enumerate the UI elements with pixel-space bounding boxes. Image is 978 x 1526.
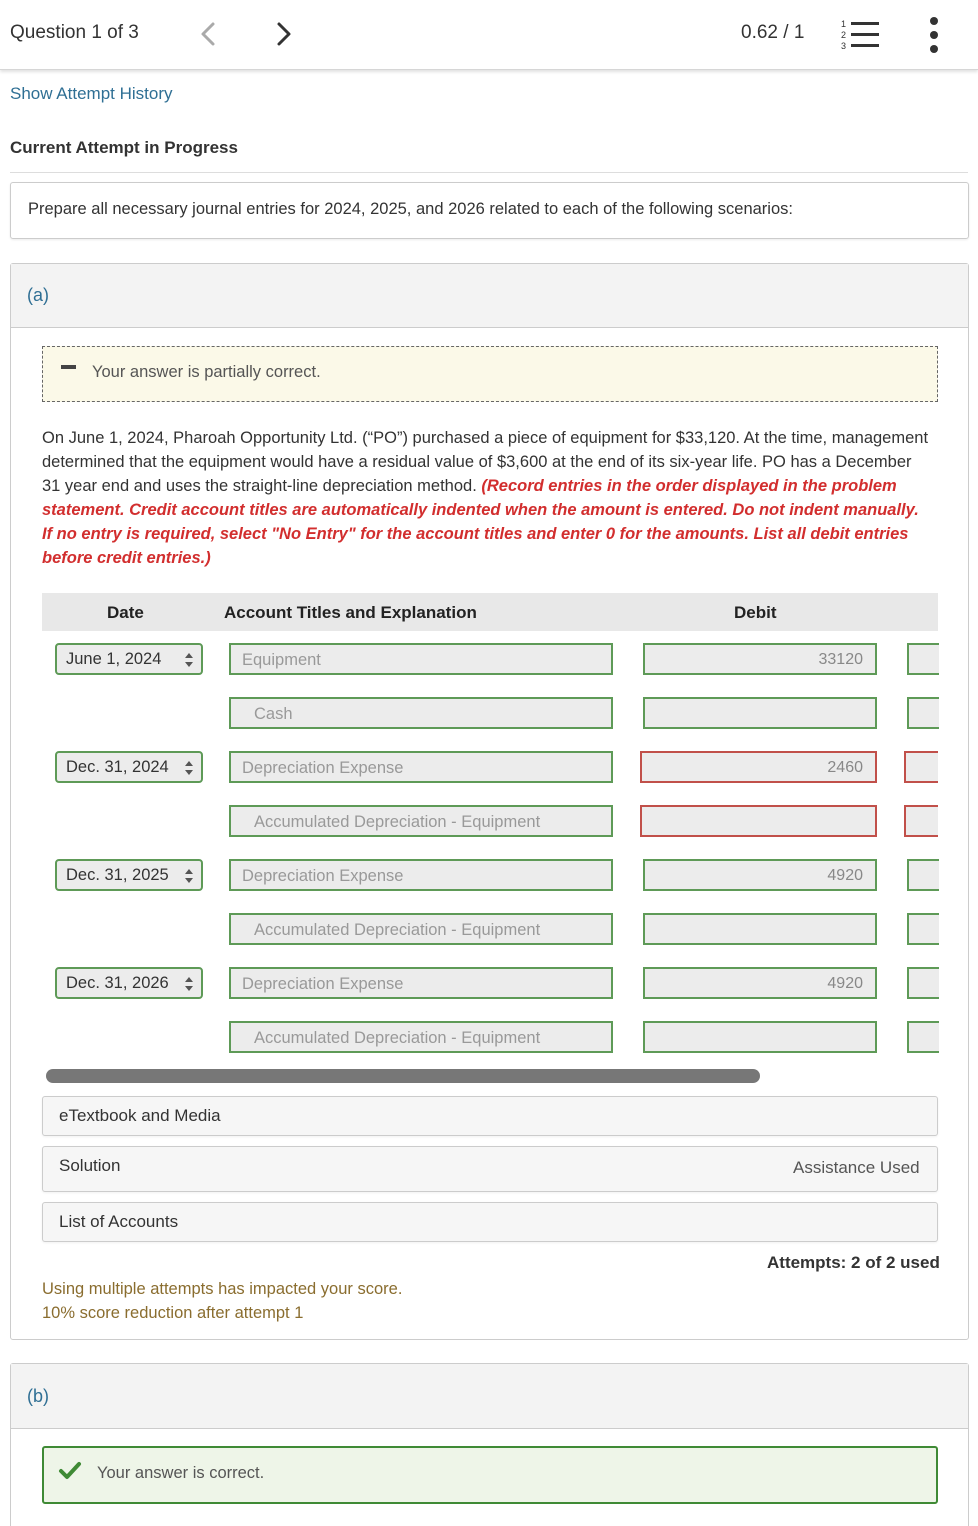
- credit-amount-field[interactable]: [907, 643, 939, 675]
- date-select-value: June 1, 2024: [66, 650, 162, 668]
- list-of-accounts-link[interactable]: List of Accounts: [59, 1212, 179, 1231]
- credit-amount-field-error[interactable]: [904, 805, 938, 837]
- part-a-label: (a): [27, 285, 49, 305]
- more-vertical-icon[interactable]: [924, 14, 944, 56]
- select-arrows-icon: [184, 652, 194, 668]
- problem-text: On June 1, 2024, Pharoah Opportunity Ltd. (“PO”) purchased a piece of equipment for $33,120. At the time, management determined that the equipment would have a residual value of $3,600 at the end of its six-year life. PO has a December 31 year end and uses the straight-line depreciation method.: [42, 429, 929, 495]
- etextbook-link[interactable]: eTextbook and Media: [59, 1106, 221, 1125]
- check-icon: [58, 1460, 82, 1482]
- date-select-value: Dec. 31, 2026: [66, 974, 169, 992]
- score-display: 0.62 / 1: [741, 22, 805, 43]
- credit-account-field[interactable]: Accumulated Depreciation - Equipment: [229, 805, 613, 837]
- debit-amount-field[interactable]: [643, 1021, 877, 1053]
- svg-text:1: 1: [841, 19, 847, 29]
- credit-amount-field[interactable]: [907, 967, 939, 999]
- problem-statement: [42, 426, 932, 570]
- date-select[interactable]: [55, 859, 203, 891]
- credit-amount-field[interactable]: [907, 913, 939, 945]
- show-attempt-history-link[interactable]: Show Attempt History: [10, 84, 173, 103]
- date-select-value: Dec. 31, 2024: [66, 758, 169, 776]
- select-arrows-icon: [184, 760, 194, 776]
- part-b-header: [11, 1364, 968, 1429]
- credit-account-field[interactable]: Accumulated Depreciation - Equipment: [229, 913, 613, 945]
- credit-amount-field[interactable]: [907, 697, 939, 729]
- svg-text:3: 3: [841, 41, 847, 51]
- credit-account-field[interactable]: Cash: [229, 697, 613, 729]
- debit-amount-field[interactable]: 4920: [643, 967, 877, 999]
- date-column-header: Date: [107, 603, 144, 622]
- numbered-list-icon[interactable]: [840, 18, 880, 52]
- credit-amount-field[interactable]: [907, 859, 939, 891]
- assistance-used-label: Assistance Used: [793, 1158, 920, 1177]
- credit-amount-field[interactable]: [907, 1021, 939, 1053]
- solution-link[interactable]: Solution: [59, 1156, 121, 1175]
- chevron-left-icon[interactable]: [196, 18, 220, 50]
- debit-amount-field-error[interactable]: 2460: [640, 751, 877, 783]
- debit-amount-field[interactable]: 4920: [643, 859, 877, 891]
- journal-table-header: [42, 593, 938, 631]
- select-arrows-icon: [184, 868, 194, 884]
- date-select[interactable]: [55, 751, 203, 783]
- date-select-value: Dec. 31, 2025: [66, 866, 169, 884]
- question-counter: Question 1 of 3: [10, 22, 139, 43]
- penalty-line-1: Using multiple attempts has impacted your score.: [42, 1280, 403, 1298]
- prompt-text: Prepare all necessary journal entries for 2024, 2025, and 2026 related to each of the following scenarios:: [28, 200, 793, 218]
- chevron-right-icon[interactable]: [272, 18, 296, 50]
- select-arrows-icon: [184, 976, 194, 992]
- debit-amount-field[interactable]: 33120: [643, 643, 877, 675]
- divider: [10, 172, 968, 173]
- attempt-title: Current Attempt in Progress: [10, 138, 238, 157]
- debit-amount-field[interactable]: [643, 913, 877, 945]
- penalty-line-2: 10% score reduction after attempt 1: [42, 1304, 304, 1322]
- debit-column-header: Debit: [734, 603, 777, 622]
- debit-account-field[interactable]: Equipment: [229, 643, 613, 675]
- svg-text:2: 2: [841, 30, 847, 40]
- debit-amount-field-error[interactable]: [640, 805, 877, 837]
- attempts-counter: Attempts: 2 of 2 used: [767, 1253, 940, 1272]
- debit-account-field[interactable]: Depreciation Expense: [229, 967, 613, 999]
- instructions-text: (Record entries in the order displayed in the problem statement. Credit account titles are automatically indented when the amount is entered. Do not indent manually. If no entry is required, select "No Entry" for the account titles and enter 0 for the amounts. List all debit entries before credit entries.): [42, 477, 919, 567]
- part-b-label: (b): [27, 1386, 49, 1406]
- part-a-header: [11, 264, 968, 328]
- date-select[interactable]: [55, 643, 203, 675]
- credit-account-field[interactable]: Accumulated Depreciation - Equipment: [229, 1021, 613, 1053]
- top-bar: [0, 0, 978, 70]
- partial-icon: [61, 365, 76, 369]
- date-select[interactable]: [55, 967, 203, 999]
- debit-account-field[interactable]: Depreciation Expense: [229, 751, 613, 783]
- horizontal-scrollbar[interactable]: [46, 1069, 760, 1083]
- partial-feedback-text: Your answer is partially correct.: [92, 363, 321, 381]
- account-column-header: Account Titles and Explanation: [224, 603, 477, 622]
- debit-amount-field[interactable]: [643, 697, 877, 729]
- debit-account-field[interactable]: Depreciation Expense: [229, 859, 613, 891]
- credit-amount-field-error[interactable]: [904, 751, 938, 783]
- correct-feedback-text: Your answer is correct.: [97, 1464, 265, 1482]
- penalty-notice: [42, 1277, 402, 1325]
